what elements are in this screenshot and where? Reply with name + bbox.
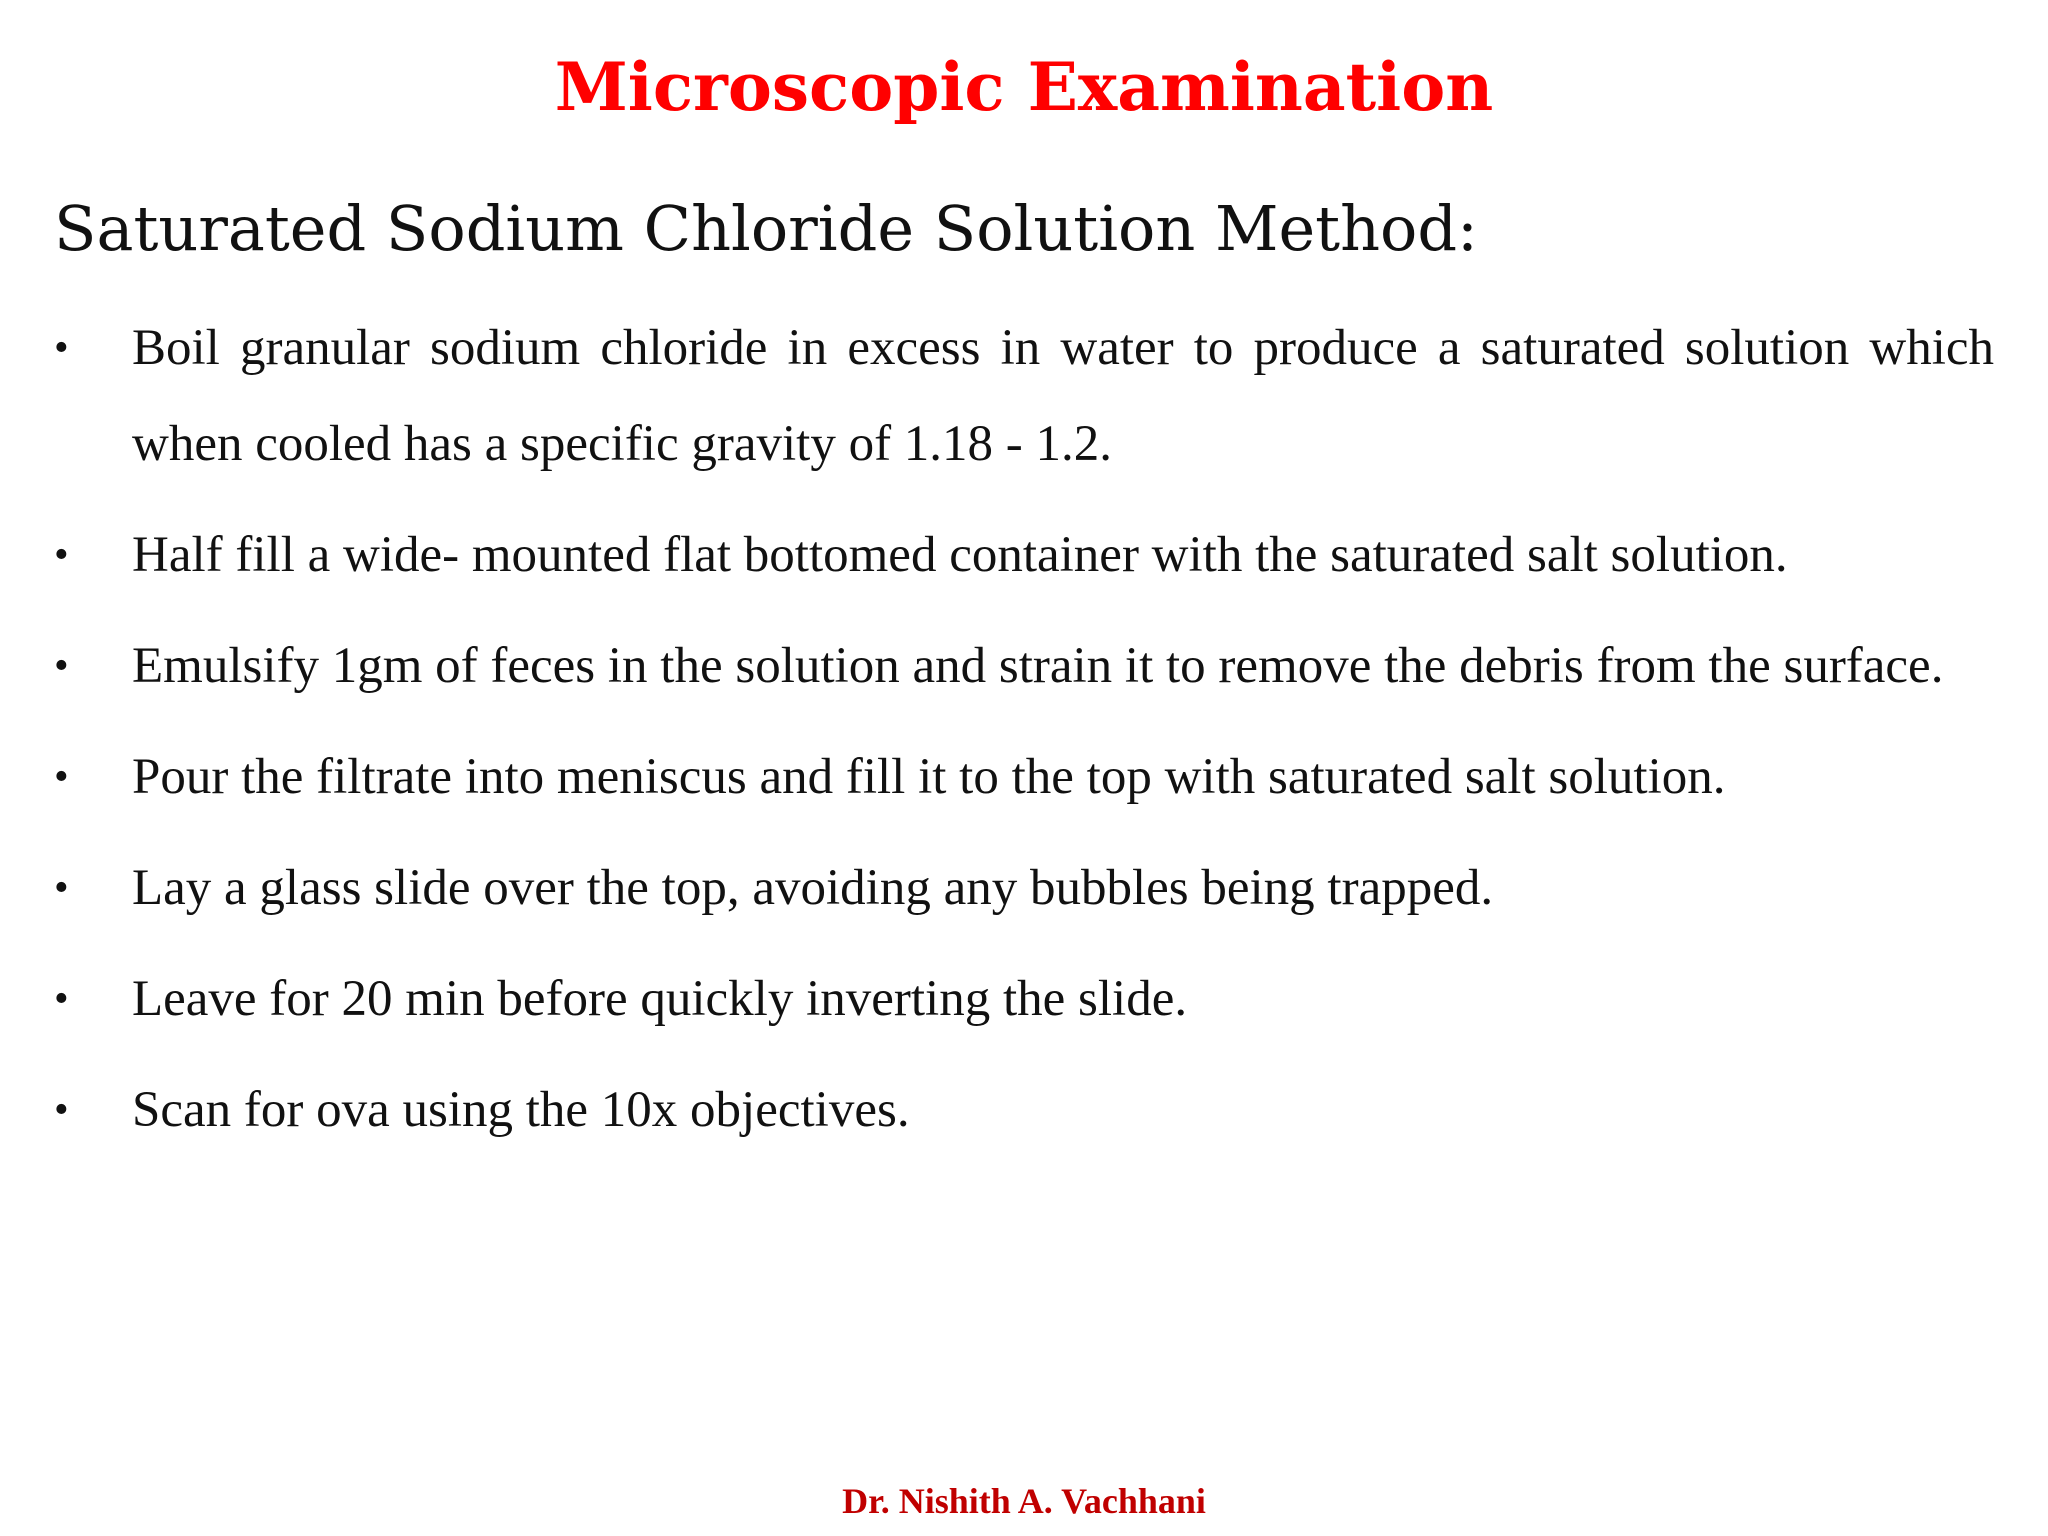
bullet-text: Half fill a wide- mounted flat bottomed container with the saturated salt solution. — [132, 527, 1788, 583]
bullet-item — [54, 951, 1994, 1047]
bullet-icon: • — [54, 865, 69, 911]
bullet-icon: • — [54, 532, 69, 578]
bullet-list — [54, 300, 1994, 1173]
bullet-item — [54, 1062, 1994, 1158]
slide-subtitle: Saturated Sodium Chloride Solution Method: — [54, 192, 1478, 265]
bullet-item — [54, 618, 1994, 714]
bullet-icon: • — [54, 976, 69, 1022]
bullet-icon: • — [54, 1087, 69, 1133]
bullet-icon: • — [54, 754, 69, 800]
slide-title: Microscopic Examination — [554, 48, 1494, 126]
author-footer: Dr. Nishith A. Vachhani — [842, 1481, 1206, 1521]
bullet-item — [54, 300, 1994, 492]
bullet-text: Lay a glass slide over the top, avoiding any bubbles being trapped. — [132, 860, 1494, 916]
bullet-text: Pour the filtrate into meniscus and fill it to the top with saturated salt solution. — [132, 749, 1726, 805]
bullet-text: Scan for ova using the 10x objectives. — [132, 1082, 910, 1138]
bullet-icon: • — [54, 643, 69, 689]
bullet-text: Leave for 20 min before quickly inverting the slide. — [132, 971, 1188, 1027]
bullet-icon: • — [54, 325, 69, 371]
bullet-text: Emulsify 1gm of feces in the solution and strain it to remove the debris from the surface. — [132, 638, 1944, 694]
bullet-item — [54, 507, 1994, 603]
bullet-item — [54, 840, 1994, 936]
bullet-text: Boil granular sodium chloride in excess in water to produce a saturated solution which when cooled has a specific gravity of 1.18 - 1.2. — [132, 320, 1994, 472]
bullet-item — [54, 729, 1994, 825]
